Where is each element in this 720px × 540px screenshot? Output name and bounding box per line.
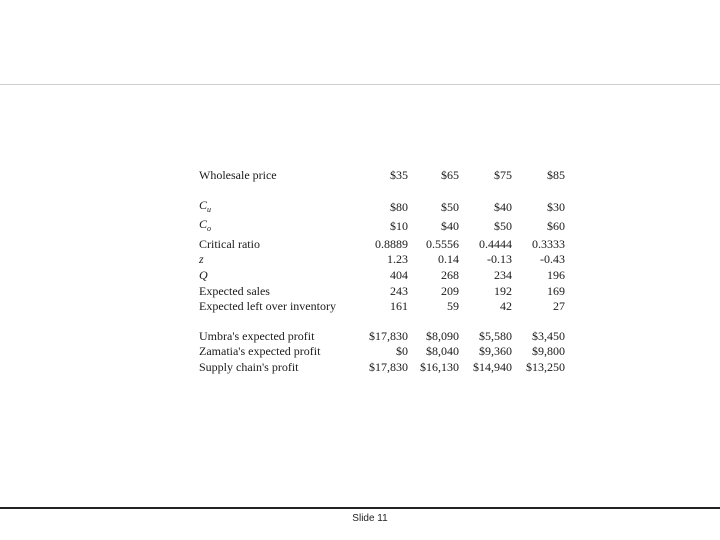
table-row-z xyxy=(199,252,565,268)
footer-divider xyxy=(0,507,720,509)
subscript-u: u xyxy=(207,204,212,214)
wholesale-price-table xyxy=(199,168,565,376)
slide-number: Slide 11 xyxy=(352,513,388,524)
cell: 404 xyxy=(390,267,408,282)
cell: $17,830 xyxy=(369,328,408,343)
cell: 234 xyxy=(494,267,512,282)
cell: 243 xyxy=(390,283,408,298)
cell: $35 xyxy=(390,168,408,182)
cell: $16,130 xyxy=(420,359,459,374)
table-row-q xyxy=(199,268,565,284)
cell: $40 xyxy=(441,219,459,234)
cell: 0.5556 xyxy=(426,236,459,251)
cell: 0.14 xyxy=(438,252,459,267)
cell: 0.4444 xyxy=(479,236,512,251)
cell: $17,830 xyxy=(369,359,408,374)
row-label: Expected left over inventory xyxy=(199,299,336,314)
symbol-c: C xyxy=(199,197,208,212)
row-label: Q xyxy=(199,267,208,282)
cell: $40 xyxy=(494,199,512,214)
cell: 192 xyxy=(494,283,512,298)
cell: $8,040 xyxy=(426,344,459,359)
cell: $50 xyxy=(441,199,459,214)
cell: $50 xyxy=(494,219,512,234)
header-divider xyxy=(0,84,720,85)
cell: 196 xyxy=(547,267,565,282)
row-label xyxy=(199,198,367,218)
cell: $5,580 xyxy=(479,328,512,343)
cell: $75 xyxy=(494,168,512,182)
row-label: Zamatia's expected profit xyxy=(199,344,321,359)
table-row-critical-ratio xyxy=(199,237,565,253)
cell: 169 xyxy=(547,283,565,298)
cell: $0 xyxy=(396,344,408,359)
row-label: Critical ratio xyxy=(199,236,260,251)
cell: $60 xyxy=(547,219,565,234)
cell: -0.13 xyxy=(487,252,512,267)
table-row-cu xyxy=(199,198,565,218)
cell: $13,250 xyxy=(526,359,565,374)
cell: $80 xyxy=(390,199,408,214)
cell: 0.8889 xyxy=(375,236,408,251)
cell: 59 xyxy=(447,299,459,314)
table-row-expected-sales xyxy=(199,284,565,300)
spacer-row xyxy=(199,315,565,329)
cell: 161 xyxy=(390,299,408,314)
cell: $9,360 xyxy=(479,344,512,359)
table-row-zamatia-profit xyxy=(199,344,565,360)
cell: $14,940 xyxy=(473,359,512,374)
row-label xyxy=(199,217,367,237)
cell: $9,800 xyxy=(532,344,565,359)
spacer-row xyxy=(199,184,565,198)
cell: $3,450 xyxy=(532,328,565,343)
row-label: Umbra's expected profit xyxy=(199,328,315,343)
cell: 42 xyxy=(500,299,512,314)
table-row-left-over-inventory xyxy=(199,299,565,315)
row-label: Supply chain's profit xyxy=(199,359,299,374)
table-row-supply-chain-profit xyxy=(199,360,565,376)
row-label: Expected sales xyxy=(199,283,270,298)
row-label: Wholesale price xyxy=(199,168,277,182)
cell: 209 xyxy=(441,283,459,298)
table-row-wholesale-price xyxy=(199,168,565,184)
cell: $85 xyxy=(547,168,565,182)
cell: 27 xyxy=(553,299,565,314)
table-row-co xyxy=(199,217,565,237)
cell: $65 xyxy=(441,168,459,182)
cell: 0.3333 xyxy=(532,236,565,251)
cell: $8,090 xyxy=(426,328,459,343)
cell: 1.23 xyxy=(387,252,408,267)
cell: 268 xyxy=(441,267,459,282)
cell: -0.43 xyxy=(540,252,565,267)
cell: $10 xyxy=(390,219,408,234)
symbol-c: C xyxy=(199,217,208,232)
table-row-umbra-profit xyxy=(199,329,565,345)
cell: $30 xyxy=(547,199,565,214)
row-label: z xyxy=(199,252,204,267)
subscript-o: o xyxy=(207,224,212,234)
